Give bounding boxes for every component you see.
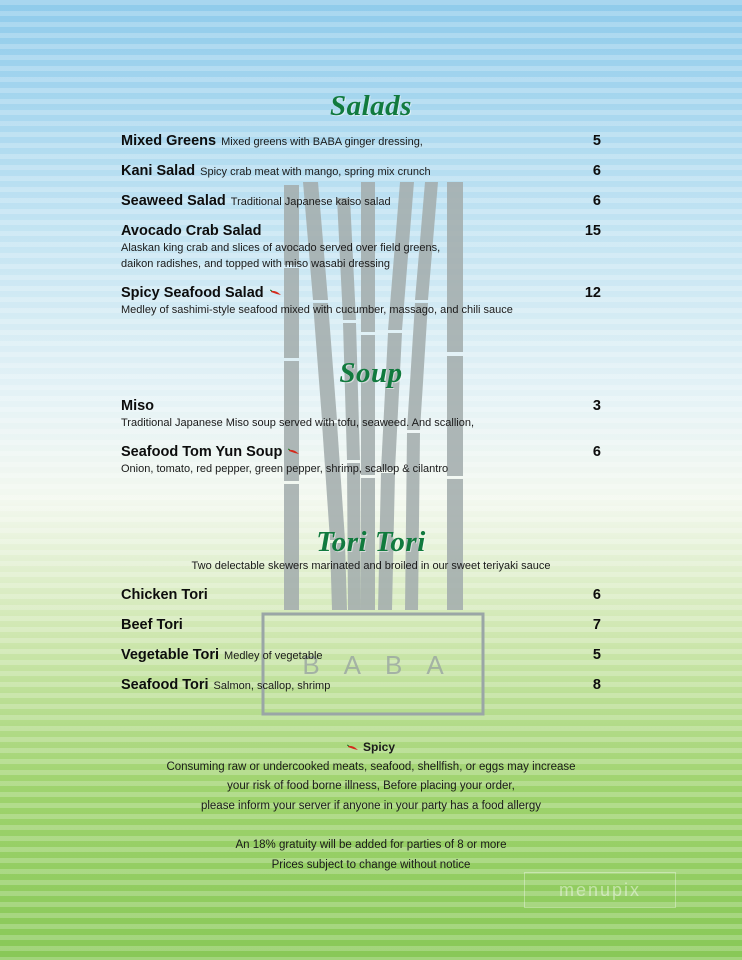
allergy-notice-line: Consuming raw or undercooked meats, seafood, shellfish, or eggs may increase — [166, 760, 576, 773]
item-name: Avocado Crab Salad — [121, 223, 262, 239]
gratuity-note: An 18% gratuity will be added for parties of 8 or more — [235, 839, 507, 851]
item-price: 6 — [592, 193, 601, 209]
menu-item-mixed-greens — [121, 133, 601, 149]
item-price: 6 — [592, 444, 601, 460]
allergy-notice-line: your risk of food borne illness, Before placing your order, — [227, 780, 515, 792]
item-price: 12 — [584, 285, 601, 301]
tori-tori-heading: Tori Tori — [316, 526, 426, 558]
allergy-notice-line: please inform your server if anyone in your party has a food allergy — [200, 799, 542, 812]
item-name: Vegetable Tori — [121, 647, 220, 663]
chili-pepper-icon — [270, 289, 282, 297]
item-name: Mixed Greens — [121, 133, 217, 149]
watermark: menupix — [524, 872, 676, 908]
item-description: Onion, tomato, red pepper, green pepper, shrimp, scallop & cilantro — [121, 463, 449, 475]
item-price: 3 — [592, 398, 601, 414]
item-description: Salmon, scallop, shrimp — [213, 680, 331, 692]
item-description: Medley of sashimi-style seafood mixed with cucumber, massago, and chili sauce — [121, 304, 513, 316]
item-description: Traditional Japanese kaiso salad — [230, 196, 391, 208]
menu-item-kani-salad — [121, 163, 601, 179]
item-description: Alaskan king crab and slices of avocado served over field greens, — [121, 242, 441, 254]
item-price: 6 — [592, 587, 601, 603]
menu-item-vegetable-tori — [121, 647, 601, 663]
menu-item-chicken-tori — [121, 587, 601, 603]
item-name: Kani Salad — [121, 163, 196, 179]
prices-note: Prices subject to change without notice — [271, 858, 471, 871]
item-description: Medley of vegetable — [224, 650, 323, 662]
item-description: Mixed greens with BABA ginger dressing, — [221, 136, 423, 148]
tori-tori-subtitle: Two delectable skewers marinated and broiled in our sweet teriyaki sauce — [191, 560, 551, 572]
menu-item-avocado-crab-salad — [121, 223, 601, 272]
chili-pepper-icon — [347, 744, 359, 752]
item-price: 7 — [592, 617, 601, 633]
item-name: Spicy Seafood Salad — [121, 285, 264, 301]
spicy-legend — [0, 738, 742, 758]
item-name: Beef Tori — [121, 617, 183, 633]
spicy-legend-label: Spicy — [362, 740, 395, 754]
item-name: Seafood Tori — [121, 677, 209, 693]
item-description: Spicy crab meat with mango, spring mix crunch — [200, 166, 431, 178]
item-price: 6 — [592, 163, 601, 179]
item-name: Miso — [121, 398, 155, 414]
menu-item-seaweed-salad — [121, 193, 601, 209]
item-price: 15 — [584, 223, 601, 239]
salads-heading: Salads — [330, 90, 412, 122]
item-price: 5 — [592, 647, 601, 663]
item-name: Chicken Tori — [121, 587, 208, 603]
menu-item-beef-tori — [121, 617, 601, 633]
item-name: Seaweed Salad — [121, 193, 226, 209]
item-price: 8 — [592, 677, 601, 693]
logo-text: BABA — [302, 650, 468, 680]
menu-footer — [0, 738, 742, 875]
menu-item-seafood-tori — [121, 677, 601, 693]
menu-item-miso — [121, 398, 601, 431]
item-description: daikon radishes, and topped with miso wasabi dressing — [121, 258, 391, 270]
menu-item-seafood-tom-yun-soup — [121, 444, 601, 477]
item-name: Seafood Tom Yun Soup — [121, 444, 283, 460]
soup-heading: Soup — [339, 357, 403, 389]
item-price: 5 — [592, 133, 601, 149]
chili-pepper-icon — [288, 448, 300, 456]
menu-item-spicy-seafood-salad — [121, 285, 601, 318]
item-description: Traditional Japanese Miso soup served with tofu, seaweed. And scallion, — [121, 417, 475, 429]
